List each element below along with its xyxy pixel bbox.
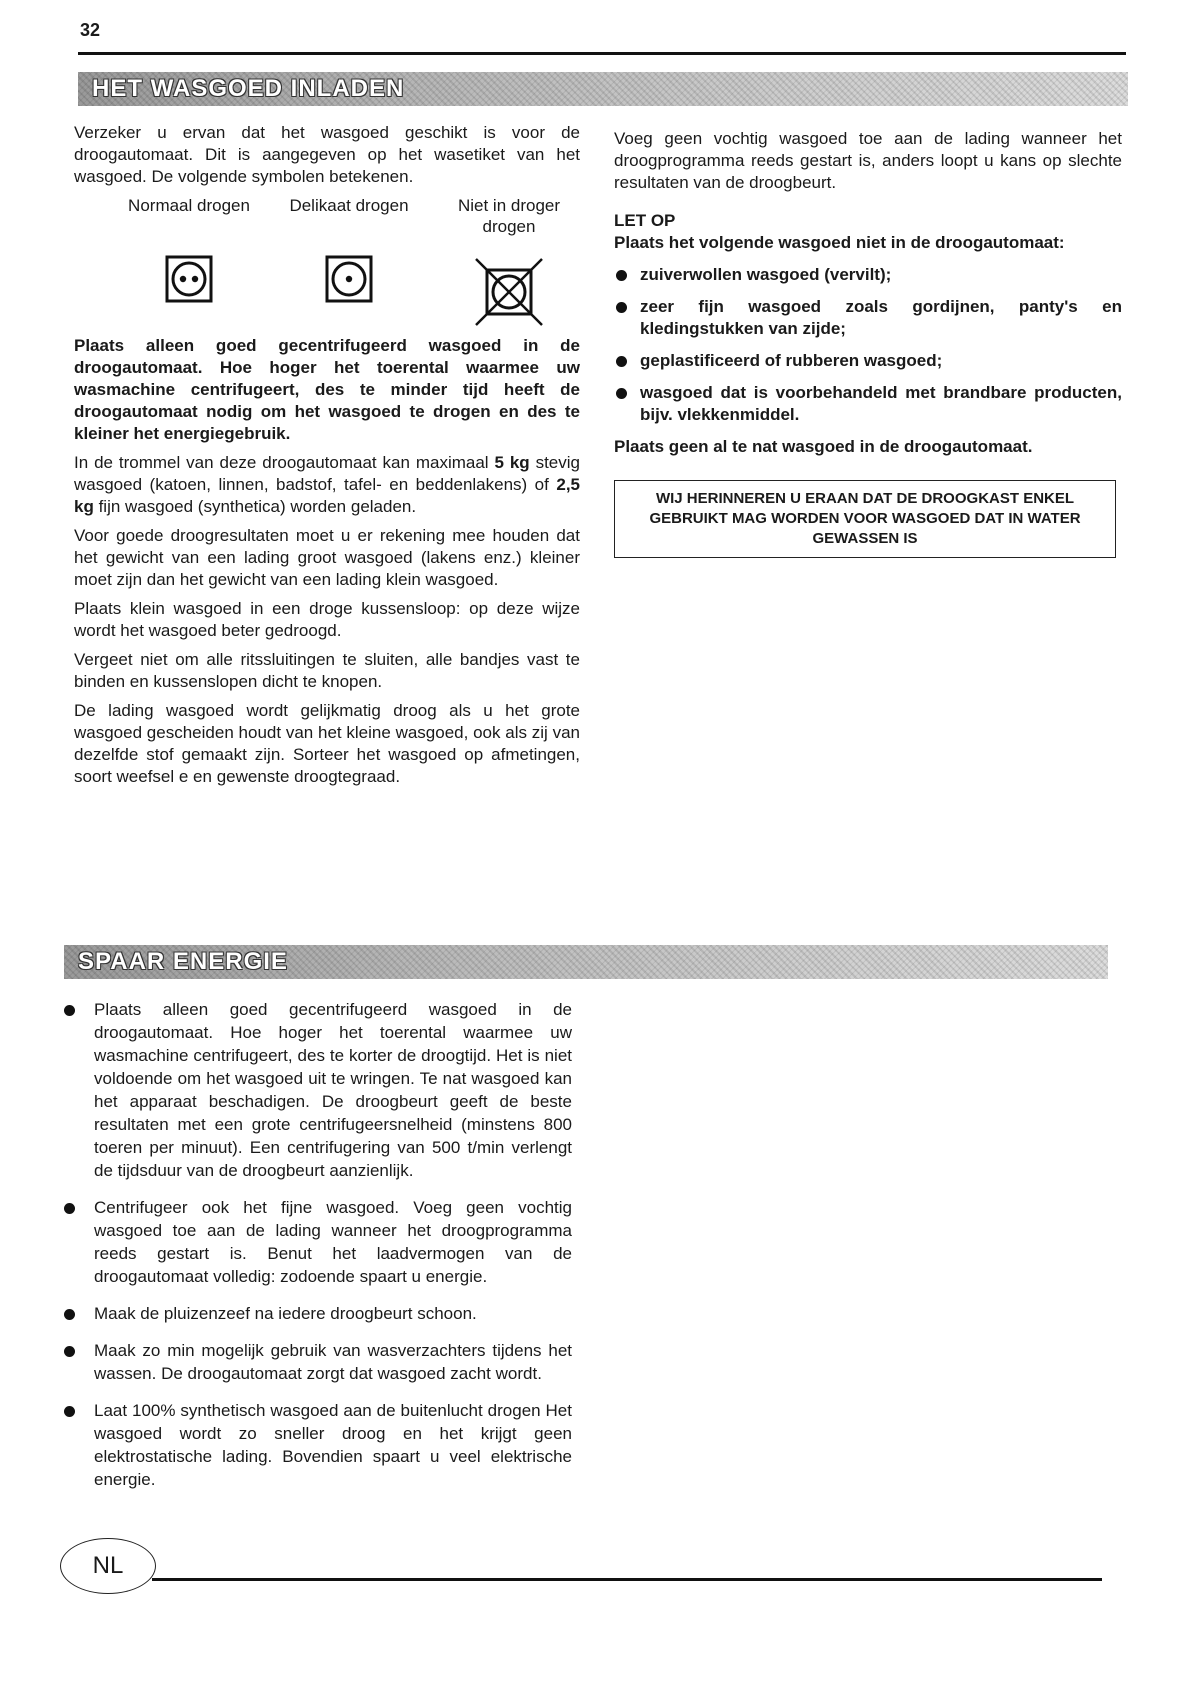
sorting-paragraph: De lading wasgoed wordt gelijkmatig droog als u het grote wasgoed gescheiden houdt van het kleine wasgoed, ook als zij van dezelfde stof gemaakt zijn. Sorteer het wasgoed op afmetingen, soort weefsel e en gewenste droogtegraad. xyxy=(74,701,580,786)
right-column xyxy=(614,128,1122,558)
list-item: Laat 100% synthetisch wasgoed aan de buitenlucht drogen Het wasgoed wordt zo sneller droog en het krijgt geen elektrostatische lading. Bovendien spaart u veel elektrische energie. xyxy=(64,1399,572,1491)
list-item: geplastificeerd of rubberen wasgoed; xyxy=(614,350,1122,372)
energy-tips-list xyxy=(64,998,572,1505)
load-weight-paragraph: Voor goede droogresultaten moet u er rekening mee houden dat het gewicht van een lading groot wasgoed (lakens enz.) kleiner moet zijn dan het gewicht van een lading klein wasgoed. xyxy=(74,526,580,589)
symbol-normal xyxy=(114,195,264,329)
water-washed-notice: WIJ HERINNEREN U ERAAN DAT DE DROOGKAST ENKEL GEBRUIKT MAG WORDEN VOOR WASGOED DAT IN WATER GEWASSEN IS xyxy=(614,480,1116,558)
symbol-no-dry xyxy=(434,195,584,329)
symbol-delicate xyxy=(274,195,424,329)
symbol-label: Normaal drogen xyxy=(128,196,250,215)
symbol-label: Niet in droger drogen xyxy=(457,196,561,236)
let-op-heading: LET OP xyxy=(614,211,676,230)
list-item: Maak zo min mogelijk gebruik van wasverzachters tijdens het wassen. De droogautomaat zorgt dat wasgoed zacht wordt. xyxy=(64,1339,572,1385)
list-item: zuiverwollen wasgoed (vervilt); xyxy=(614,264,1122,286)
section-banner-energy xyxy=(64,945,1108,979)
left-column xyxy=(74,122,580,795)
do-not-tumble-dry-icon xyxy=(472,255,546,329)
zippers-paragraph: Vergeet niet om alle ritssluitingen te sluiten, alle bandjes vast te binden en kussenslopen dicht te knopen. xyxy=(74,650,580,691)
spin-advice: Plaats alleen goed gecentrifugeerd wasgoed in de droogautomaat. Hoe hoger het toerental waarmee uw wasmachine centrifugeert, des te minder tijd heeft de droogautomaat nodig om het wasgoed te drogen en des te kleiner het energiegebruik. xyxy=(74,336,580,443)
language-badge: NL xyxy=(60,1538,156,1594)
top-divider xyxy=(78,52,1126,55)
section-title-energy: SPAAR ENERGIE xyxy=(78,948,288,975)
list-item: Centrifugeer ook het fijne wasgoed. Voeg geen vochtig wasgoed toe aan de lading wanneer het droogprogramma reeds gestart is. Benut het laadvermogen van de droogautomaat volledig: zodoende spaart u energie. xyxy=(64,1196,572,1288)
section-title-loading: HET WASGOED INLADEN xyxy=(92,75,405,102)
list-item: Plaats alleen goed gecentrifugeerd wasgoed in de droogautomaat. Hoe hoger het toerental waarmee uw wasmachine centrifugeert, des te korter de droogtijd. Het is niet voldoende om het wasgoed uit te wringen. Te nat wasgoed kan het apparaat beschadigen. De droogbeurt geeft de beste resultaten met een grote centrifugeersnelheid (minstens 800 toeren per minuut). Een centrifugering van 500 t/min verlengt de tijdsduur van de droogbeurt aanzienlijk. xyxy=(64,998,572,1182)
tumble-dry-normal-icon xyxy=(165,255,213,303)
symbol-label: Delikaat drogen xyxy=(289,196,409,215)
page-number: 32 xyxy=(80,20,101,40)
section-banner-loading xyxy=(78,72,1128,106)
list-item: Maak de pluizenzeef na iedere droogbeurt schoon. xyxy=(64,1302,572,1325)
no-damp-paragraph: Voeg geen vochtig wasgoed toe aan de lading wanneer het droogprogramma reeds gestart is, anders loopt u kans op slechte resultaten van de droogbeurt. xyxy=(614,129,1122,192)
pillowcase-paragraph: Plaats klein wasgoed in een droge kussensloop: op deze wijze wordt het wasgoed beter gedroogd. xyxy=(74,599,580,640)
list-item: zeer fijn wasgoed zoals gordijnen, panty's en kledingstukken van zijde; xyxy=(614,296,1122,340)
bottom-divider xyxy=(152,1578,1102,1581)
list-item: wasgoed dat is voorbehandeld met brandbare producten, bijv. vlekkenmiddel. xyxy=(614,382,1122,426)
let-op-list xyxy=(614,264,1122,426)
tumble-dry-delicate-icon xyxy=(325,255,373,303)
let-op-intro: Plaats het volgende wasgoed niet in de droogautomaat: xyxy=(614,233,1065,252)
not-wet-warning: Plaats geen al te nat wasgoed in de droogautomaat. xyxy=(614,437,1033,456)
capacity-paragraph: In de trommel van deze droogautomaat kan maximaal 5 kg stevig wasgoed (katoen, linnen, badstof, tafel- en beddenlakens) of 2,5 kg fijn wasgoed (synthetica) worden geladen. xyxy=(74,453,580,516)
care-symbols xyxy=(114,195,584,329)
intro-paragraph: Verzeker u ervan dat het wasgoed geschikt is voor de droogautomaat. Dit is aangegeven op het wasetiket van het wasgoed. De volgende symbolen betekenen. xyxy=(74,123,580,186)
